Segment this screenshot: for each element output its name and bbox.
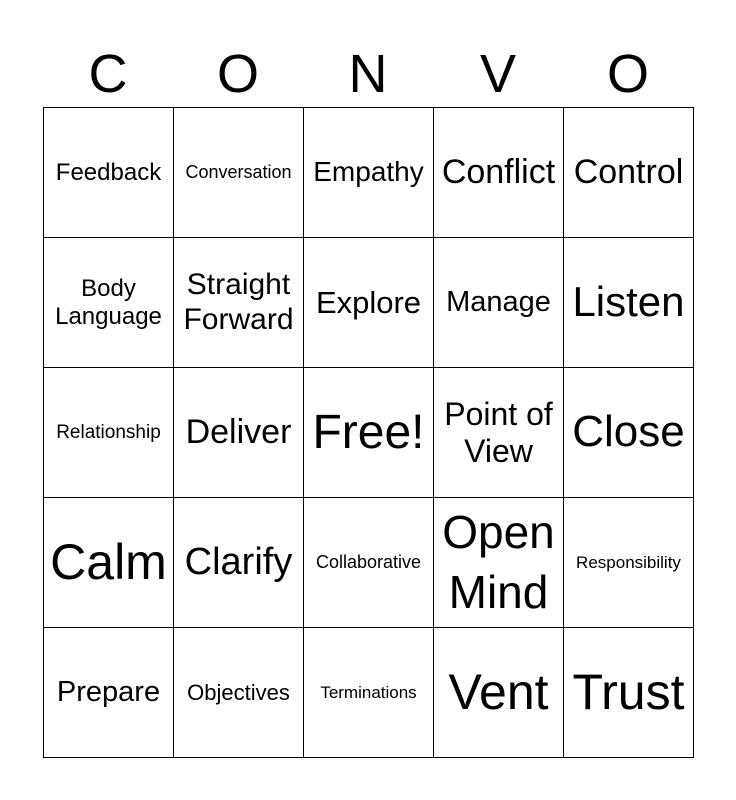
- bingo-cell[interactable]: Manage: [434, 238, 564, 368]
- bingo-cell[interactable]: Clarify: [174, 498, 304, 628]
- bingo-cell[interactable]: Terminations: [304, 628, 434, 758]
- bingo-cell[interactable]: Relationship: [44, 368, 174, 498]
- header-letter-o: O: [216, 44, 259, 104]
- bingo-cell[interactable]: Free!: [304, 368, 434, 498]
- bingo-cell[interactable]: Straight Forward: [174, 238, 304, 368]
- header-letter-n: N: [348, 44, 388, 104]
- bingo-cell[interactable]: Feedback: [44, 108, 174, 238]
- bingo-board: [43, 107, 694, 758]
- bingo-cell[interactable]: Trust: [564, 628, 694, 758]
- bingo-cell[interactable]: Control: [564, 108, 694, 238]
- bingo-cell[interactable]: Objectives: [174, 628, 304, 758]
- bingo-cell[interactable]: Vent: [434, 628, 564, 758]
- bingo-cell[interactable]: Conversation: [174, 108, 304, 238]
- bingo-cell[interactable]: Responsibility: [564, 498, 694, 628]
- bingo-cell[interactable]: Listen: [564, 238, 694, 368]
- bingo-cell[interactable]: Empathy: [304, 108, 434, 238]
- bingo-cell[interactable]: Prepare: [44, 628, 174, 758]
- bingo-header: [43, 40, 693, 108]
- bingo-cell[interactable]: Deliver: [174, 368, 304, 498]
- bingo-cell[interactable]: Close: [564, 368, 694, 498]
- bingo-cell[interactable]: Body Language: [44, 238, 174, 368]
- header-letter-v: V: [479, 44, 517, 104]
- header-letter-o-2: O: [606, 44, 649, 104]
- bingo-cell[interactable]: Open Mind: [434, 498, 564, 628]
- bingo-cell[interactable]: Explore: [304, 238, 434, 368]
- bingo-cell[interactable]: Collaborative: [304, 498, 434, 628]
- header-letter-c: C: [88, 44, 128, 104]
- bingo-cell[interactable]: Point of View: [434, 368, 564, 498]
- bingo-cell[interactable]: Conflict: [434, 108, 564, 238]
- bingo-cell[interactable]: Calm: [44, 498, 174, 628]
